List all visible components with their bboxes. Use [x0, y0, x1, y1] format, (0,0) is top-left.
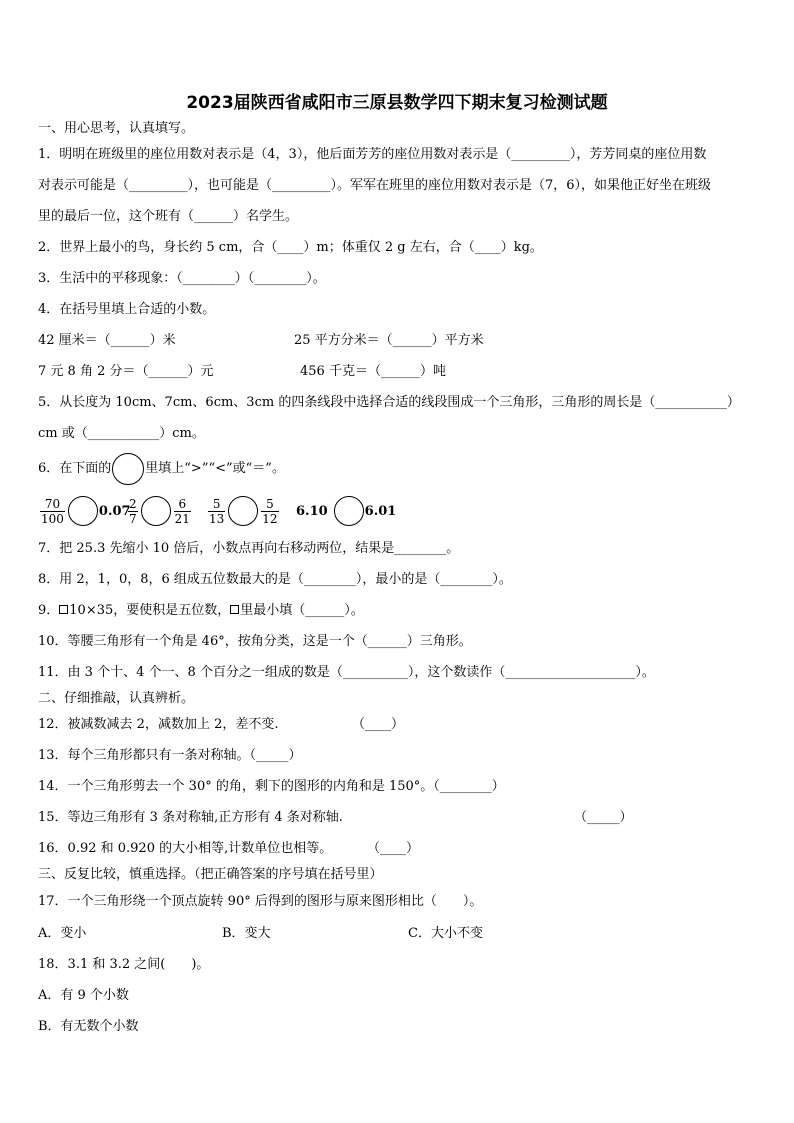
question-5-line-2: cm 或（___________）cm。: [38, 426, 205, 441]
question-8: 8．用 2，1，0，8，6 组成五位数最大的是（________），最小的是（________）。: [38, 572, 512, 587]
question-4-item-a: 42 厘米＝（______）米: [38, 333, 176, 348]
fraction-numerator: 6: [174, 497, 191, 512]
fraction-6-21: [174, 497, 191, 526]
question-7: 7．把 25.3 先缩小 10 倍后，小数点再向右移动两位，结果是________。: [38, 541, 460, 556]
section-heading-3: 三、反复比较，慎重选择。（把正确答案的序号填在括号里）: [38, 867, 383, 882]
compare-value: 6.10: [296, 503, 328, 519]
question-1-line-1: 1．明明在班级里的座位用数对表示是（4，3），他后面芳芳的座位用数对表示是（_________），芳芳同桌的座位用数: [38, 147, 707, 162]
fraction-denominator: 12: [262, 511, 278, 526]
question-9-answer: 里最小填（______）。: [240, 603, 364, 618]
question-4-item-d: 456 千克＝（______）吨: [300, 364, 446, 379]
question-18-option-a[interactable]: A．有 9 个小数: [38, 988, 129, 1003]
circle-blank-example: [112, 453, 144, 485]
question-17-option-b[interactable]: B．变大: [222, 926, 271, 941]
square-blank-icon: [230, 605, 239, 614]
question-1-line-3: 里的最后一位，这个班有（______）名学生。: [38, 209, 299, 224]
question-6-suffix: 里填上“>”“<”或“＝”。: [145, 461, 285, 476]
square-blank-icon: [59, 605, 68, 614]
question-17-option-a[interactable]: A．变小: [38, 926, 87, 941]
question-16-answer[interactable]: （____）: [367, 841, 420, 856]
question-15-answer[interactable]: （_____）: [574, 810, 633, 825]
question-4-item-c: 7 元 8 角 2 分＝（______）元: [38, 364, 214, 379]
question-12-answer[interactable]: （____）: [352, 717, 405, 732]
fraction-5-13: [208, 497, 225, 526]
fraction-denominator: 21: [174, 511, 190, 526]
fraction-denominator: 13: [209, 511, 225, 526]
question-13: 13．每个三角形都只有一条对称轴。（_____）: [38, 748, 302, 763]
question-4-item-b: 25 平方分米＝（______）平方米: [294, 333, 484, 348]
compare-item-2: [126, 496, 193, 526]
page-title: 2023届陕西省咸阳市三原县数学四下期末复习检测试题: [186, 93, 608, 113]
compare-value: 6.01: [364, 503, 397, 519]
section-heading-2: 二、仔细推敲，认真辨析。: [38, 691, 195, 706]
compare-value: 0.07: [98, 503, 131, 519]
question-9-number: 9．: [38, 603, 60, 618]
question-18: 18．3.1 和 3.2 之间( )。: [38, 957, 210, 972]
fraction-denominator: 7: [129, 511, 137, 526]
question-5-line-1: 5．从长度为 10cm、7cm、6cm、3cm 的四条线段中选择合适的线段围成一个三角形，三角形的周长是（___________）: [38, 395, 740, 410]
fraction-numerator: 5: [208, 497, 225, 512]
fraction-numerator: 70: [40, 497, 65, 512]
fraction-70-100: [40, 497, 65, 526]
fraction-5-12: [261, 497, 278, 526]
question-6: [38, 455, 285, 483]
question-17: 17．一个三角形绕一个顶点旋转 90° 后得到的图形与原来图形相比（ ）。: [38, 894, 483, 909]
fraction-2-7: [128, 497, 138, 526]
compare-item-3: [206, 496, 281, 526]
question-18-option-b[interactable]: B．有无数个小数: [38, 1019, 139, 1034]
question-11: 11．由 3 个十、4 个一、8 个百分之一组成的数是（__________），这个数读作（____________________）。: [38, 665, 655, 680]
question-2: 2．世界上最小的鸟，身长约 5 cm，合（____）m；体重仅 2 g 左右，合（____）kg。: [38, 240, 543, 255]
question-10: 10．等腰三角形有一个角是 46°，按角分类，这是一个（______）三角形。: [38, 634, 472, 649]
compare-circle-4[interactable]: [334, 496, 364, 526]
compare-item-1: [38, 496, 131, 526]
question-6-prefix: 6．在下面的: [38, 461, 112, 476]
compare-circle-1[interactable]: [68, 496, 98, 526]
question-16: 16．0.92 和 0.920 的大小相等,计数单位也相等。: [38, 841, 333, 856]
question-17-option-c[interactable]: C．大小不变: [408, 926, 483, 941]
question-15: 15．等边三角形有 3 条对称轴,正方形有 4 条对称轴.: [38, 810, 343, 825]
question-9: [38, 602, 364, 620]
question-9-text: 10×35，要使积是五位数，: [69, 603, 231, 618]
section-heading-1: 一、用心思考，认真填写。: [38, 121, 195, 136]
question-3: 3．生活中的平移现象：（________）（________）。: [38, 271, 326, 286]
fraction-numerator: 2: [129, 496, 137, 511]
fraction-denominator: 100: [41, 511, 64, 526]
compare-item-4: [296, 496, 396, 526]
question-1-line-2: 对表示可能是（_________），也可能是（_________）。军军在班里的座位用数对表示是（7，6），如果他正好坐在班级: [38, 178, 712, 193]
question-14: 14．一个三角形剪去一个 30° 的角，剩下的图形的内角和是 150°。（________）: [38, 779, 505, 794]
fraction-numerator: 5: [261, 497, 278, 512]
question-12: 12．被减数减去 2，减数加上 2，差不变.: [38, 717, 279, 732]
compare-circle-2[interactable]: [141, 496, 171, 526]
compare-circle-3[interactable]: [228, 496, 258, 526]
question-4: 4．在括号里填上合适的小数。: [38, 302, 216, 317]
